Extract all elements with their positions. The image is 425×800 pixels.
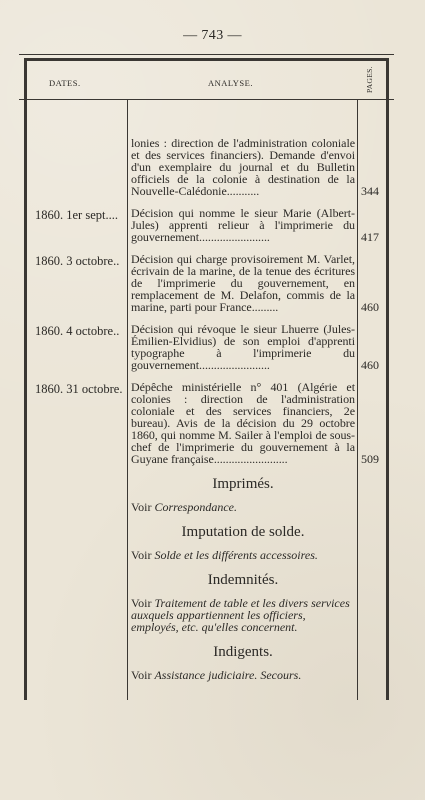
entry-page: 509 — [361, 452, 379, 466]
see-reference — [131, 549, 355, 561]
entry-page: 460 — [361, 300, 379, 314]
see-reference — [131, 597, 355, 633]
header-dates: DATES. — [49, 78, 81, 88]
entry-text: Décision qui révoque le sieur Lhuerre (Jules-Émilien-Elvidius) de son emploi d'apprenti typographe à l'imprimerie du gouvernement........................ — [131, 322, 355, 372]
header-pages: PAGES. — [365, 66, 374, 94]
see-prefix: Voir — [131, 500, 152, 514]
entry-text: Dépêche ministérielle n° 401 (Algérie et colonies : direction de l'administration coloniale et des services financiers, 2e bureau). Avis de la décision du 29 octobre 1860, qui nomme M. Sailer à l'emploi de sous-chef de l'imprimerie du gouvernement à la Guyane française......................... — [131, 380, 355, 466]
entry-page: 417 — [361, 230, 379, 244]
see-target: Traitement de table et les divers services auxquels appartiennent les officiers, employés, etc. qu'elles concernent. — [131, 596, 350, 634]
see-reference — [131, 501, 355, 513]
entry-text: Décision qui nomme le sieur Marie (Albert-Jules) apprenti relieur à l'imprimerie du gouvernement........................ — [131, 206, 355, 244]
see-prefix: Voir — [131, 596, 152, 610]
table-row — [27, 381, 386, 465]
table-frame — [24, 58, 389, 700]
table-header — [27, 61, 386, 99]
page-number: — 743 — — [183, 28, 242, 43]
table-row — [27, 137, 386, 197]
see-prefix: Voir — [131, 548, 152, 562]
section-title: Indemnités. — [207, 572, 279, 588]
table-row — [27, 323, 386, 371]
see-reference — [131, 669, 355, 681]
entry-text: Décision qui charge provisoirement M. Varlet, écrivain de la marine, de la tenue des écritures de l'imprimerie du gouvernement, en remplacement de M. Delafon, commis de la marine, parti pour France......... — [131, 252, 355, 314]
see-target: Assistance judiciaire. Secours. — [154, 668, 302, 682]
section-title: Imprimés. — [212, 476, 274, 492]
entry-date: 1860. 4 octobre.. — [35, 324, 120, 338]
see-prefix: Voir — [131, 668, 152, 682]
entry-date: 1860. 31 octobre. — [35, 382, 123, 396]
entry-date: 1860. 3 octobre.. — [35, 254, 120, 268]
entry-date: 1860. 1er sept.... — [35, 208, 118, 222]
table-body — [27, 137, 386, 689]
section-title: Indigents. — [213, 644, 273, 660]
section-title: Imputation de solde. — [181, 524, 305, 540]
table-row — [27, 253, 386, 313]
entry-text: lonies : direction de l'administration coloniale et des services financiers). Demande d'envoi d'un exemplaire du journal et du Bulletin officiels de la colonie à destination de la Nouvelle-Calédonie........... — [131, 136, 355, 198]
see-target: Correspondance. — [154, 500, 237, 514]
see-target: Solde et les différents accessoires. — [154, 548, 318, 562]
table-row — [27, 207, 386, 243]
entry-page: 460 — [361, 358, 379, 372]
header-analyse: ANALYSE. — [208, 78, 253, 88]
entry-page: 344 — [361, 184, 379, 198]
